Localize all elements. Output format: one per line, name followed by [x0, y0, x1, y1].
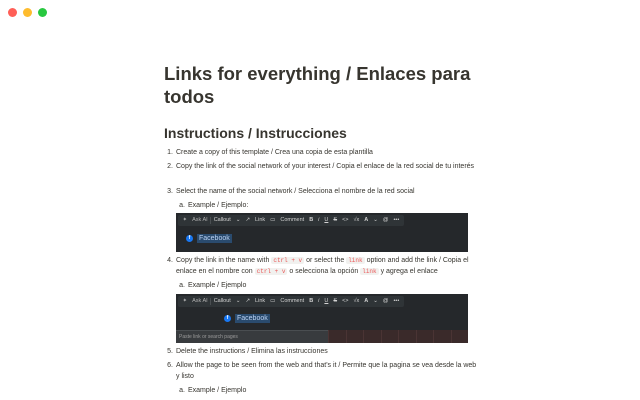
list-letter: a.: [179, 282, 185, 289]
inline-code: link: [362, 267, 377, 275]
sparkle-icon: ✦: [182, 298, 188, 304]
comment-icon: ▭: [270, 217, 276, 223]
step-text: or select the: [306, 257, 345, 264]
list-letter: a.: [179, 387, 185, 394]
example-image-2: [176, 294, 468, 343]
list-text: Example / Ejemplo: [188, 282, 247, 289]
facebook-link-example: [224, 314, 270, 323]
toolbar-ask-ai: Ask AI: [192, 217, 208, 223]
toolbar-code: <>: [342, 217, 349, 223]
toolbar-color: A: [364, 298, 369, 304]
inline-code: ctrl + v: [256, 267, 286, 275]
toolbar-underline: U: [324, 298, 329, 304]
list-text: [176, 256, 478, 277]
list-text: Example / Ejemplo:: [188, 202, 249, 209]
chevron-down-icon: ⌄: [235, 217, 241, 223]
toolbar-code: <>: [342, 298, 349, 304]
toolbar-bold: B: [309, 298, 314, 304]
step-text: option and add the link / Copia el enlace en el nombre con: [176, 257, 469, 275]
step-text: y agrega el enlace: [380, 267, 438, 275]
toolbar-ask-ai: Ask AI: [192, 298, 208, 304]
toolbar-strike: S: [333, 298, 338, 304]
toolbar-math: √x: [353, 298, 360, 304]
zoom-window-button[interactable]: [38, 8, 47, 17]
comment-icon: ▭: [270, 298, 276, 304]
section-heading[interactable]: Instructions / Instrucciones: [164, 125, 347, 141]
toolbar-callout: Callout: [213, 298, 231, 304]
list-number: 2.: [167, 163, 173, 170]
toolbar-link: Link: [255, 298, 266, 304]
facebook-link-text: Facebook: [199, 235, 230, 242]
facebook-icon: f: [186, 235, 193, 242]
list-number: 1.: [167, 149, 173, 156]
toolbar-callout: Callout: [213, 217, 231, 223]
format-toolbar: [178, 215, 404, 226]
close-window-button[interactable]: [8, 8, 17, 17]
toolbar-mention: @: [382, 298, 389, 304]
list-text: Delete the instructions / Elimina las instrucciones: [176, 348, 328, 355]
toolbar-comment: Comment: [280, 298, 305, 304]
chevron-down-icon: ⌄: [373, 217, 378, 223]
toolbar-strike: S: [333, 217, 338, 223]
chevron-down-icon: ⌄: [235, 298, 241, 304]
list-text: Allow the page to be seen from the web and that's it / Permite que la pagina se vea desde la web y listo: [176, 362, 477, 380]
facebook-icon: f: [224, 315, 231, 322]
list-text: Example / Ejemplo: [188, 387, 247, 394]
toolbar-math: √x: [353, 217, 360, 223]
format-toolbar: [178, 296, 404, 307]
toolbar-italic: i: [318, 298, 320, 304]
list-number: 3.: [167, 188, 173, 195]
list-text: Copy the link of the social network of your interest / Copia el enlace de la red social de tu interés: [176, 163, 475, 170]
chevron-down-icon: ⌄: [373, 298, 378, 304]
inline-code: link: [348, 257, 363, 264]
toolbar-link: Link: [255, 217, 266, 223]
background-strip: [328, 330, 468, 343]
toolbar-more: •••: [393, 217, 400, 223]
step-text: o selecciona la opción: [289, 267, 359, 275]
toolbar-more: •••: [393, 298, 400, 304]
list-number: 6.: [167, 362, 173, 369]
list-text: Select the name of the social network / Selecciona el nombre de la red social: [176, 188, 415, 195]
inline-code: ctrl + v: [273, 257, 303, 264]
link-arrow-icon: ↗: [245, 298, 251, 304]
toolbar-mention: @: [382, 217, 389, 223]
toolbar-comment: Comment: [280, 217, 305, 223]
toolbar-color: A: [364, 217, 369, 223]
list-number: 5.: [167, 348, 173, 355]
example-image-1: [176, 213, 468, 252]
link-arrow-icon: ↗: [245, 217, 251, 223]
facebook-link-text: Facebook: [237, 315, 268, 322]
toolbar-bold: B: [309, 217, 314, 223]
list-number: 4.: [167, 257, 173, 264]
window-controls: [8, 8, 47, 17]
sparkle-icon: ✦: [182, 217, 188, 223]
facebook-link-example: [186, 234, 232, 243]
list-text: Create a copy of this template / Crea una copia de esta plantilla: [176, 149, 373, 156]
paste-link-input: Paste link or search pages: [176, 330, 328, 343]
toolbar-italic: i: [318, 217, 320, 223]
toolbar-underline: U: [324, 217, 329, 223]
list-letter: a.: [179, 202, 185, 209]
minimize-window-button[interactable]: [23, 8, 32, 17]
step-text: Copy the link in the name with: [176, 257, 270, 264]
page-title[interactable]: Links for everything / Enlaces para todos: [164, 63, 471, 107]
